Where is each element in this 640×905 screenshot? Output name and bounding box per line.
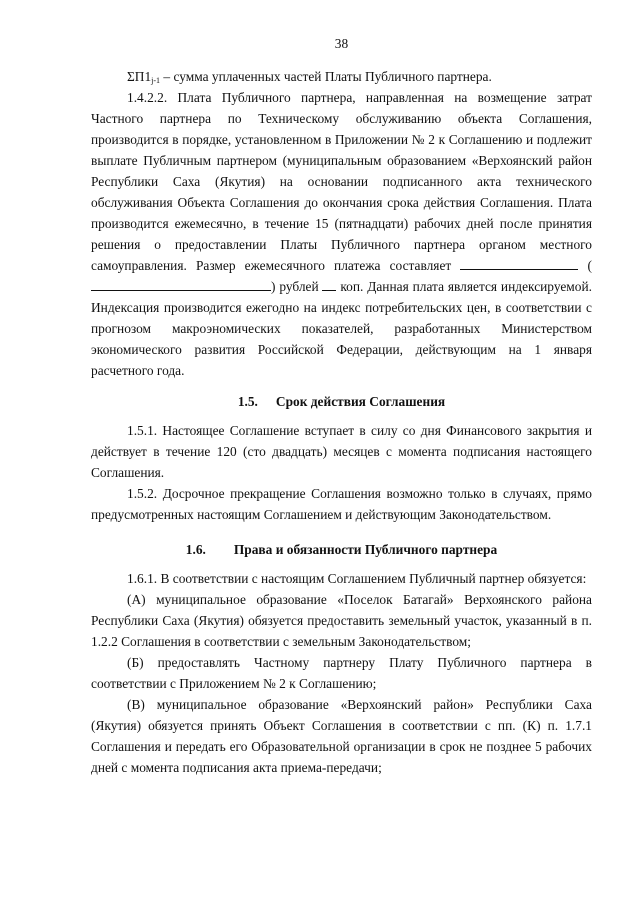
paragraph-1-5-2: 1.5.2. Досрочное прекращение Соглашения возможно только в случаях, прямо предусмотренных настоящим Соглашением и действующим Законодательством. <box>91 486 592 522</box>
page-number: 38 <box>334 36 349 51</box>
paragraph-1-5-1: 1.5.1. Настоящее Соглашение вступает в силу со дня Финансового закрытия и действует в течение 120 (сто двадцать) месяцев с момента подписания настоящего Соглашения. <box>91 423 592 480</box>
section-number: 1.6. <box>185 542 206 557</box>
open-paren: ( <box>587 258 592 273</box>
amount-blank <box>460 255 578 270</box>
rubles-label: ) рублей <box>271 279 319 294</box>
paragraph-1-4-2-2-tail: коп. Данная плата является индексируемой. Индексация производится ежегодно на индекс потребительских цен, в соответствии с прогнозом макроэномических показателей, разработанных Министерством экономического развития Российской Федерации, действующим на 1 января расчетного года. <box>91 279 592 378</box>
formula-symbol: ΣП1 <box>127 69 152 84</box>
amount-words-blank <box>91 276 271 291</box>
paragraph-1-4-2-2-text: 1.4.2.2. Плата Публичного партнера, направленная на возмещение затрат Частного партнера по Техническому обслуживанию объекта Соглашения, производится в порядке, установленном в Приложении № 2 к Соглашению и подлежит выплате Публичным партнером (муниципальным образованием «Верхоянский район Республики Саха (Якутия) на основании подписанного акта технического обслуживания Объекта Соглашения до окончания срока действия Соглашения. Плата производится ежемесячно, в течение 15 (пятнадцати) рабочих дней после принятия решения о предоставлении Платы Публичного партнера органом местного самоуправления. Размер ежемесячного платежа составляет <box>91 90 592 273</box>
item-b: (Б) предоставлять Частному партнеру Плату Публичного партнера в соответствии с Приложением № 2 к Соглашению; <box>91 655 592 691</box>
kopecks-blank <box>322 276 336 291</box>
formula-line <box>91 66 592 87</box>
formula-subscript: j-1 <box>151 76 161 85</box>
item-a: (А) муниципальное образование «Поселок Батагай» Верхоянского района Республики Саха (Якутия) обязуется предоставить земельный участок, указанный в п. 1.2.2 Соглашения в соответствии с земельным Законодательством; <box>91 592 592 649</box>
section-heading-1-6 <box>91 539 592 560</box>
item-c: (В) муниципальное образование «Верхоянский район» Республики Саха (Якутия) обязуется принять Объект Соглашения в соответствии с пп. (К) п. 1.7.1 Соглашения и передать его Образовательной организации в срок не позднее 5 рабочих дней с момента подписания акта приема-передачи; <box>91 697 592 775</box>
section-title: Права и обязанности Публичного партнера <box>233 542 498 557</box>
formula-text: – сумма уплаченных частей Платы Публичного партнера. <box>160 69 492 84</box>
paragraph-1-6-1: 1.6.1. В соответствии с настоящим Соглашением Публичный партнер обязуется: <box>127 571 587 586</box>
section-title: Срок действия Соглашения <box>275 394 446 409</box>
paragraph-1-4-2-2 <box>91 87 592 381</box>
section-number: 1.5. <box>237 394 258 409</box>
section-heading-1-5 <box>91 391 592 412</box>
